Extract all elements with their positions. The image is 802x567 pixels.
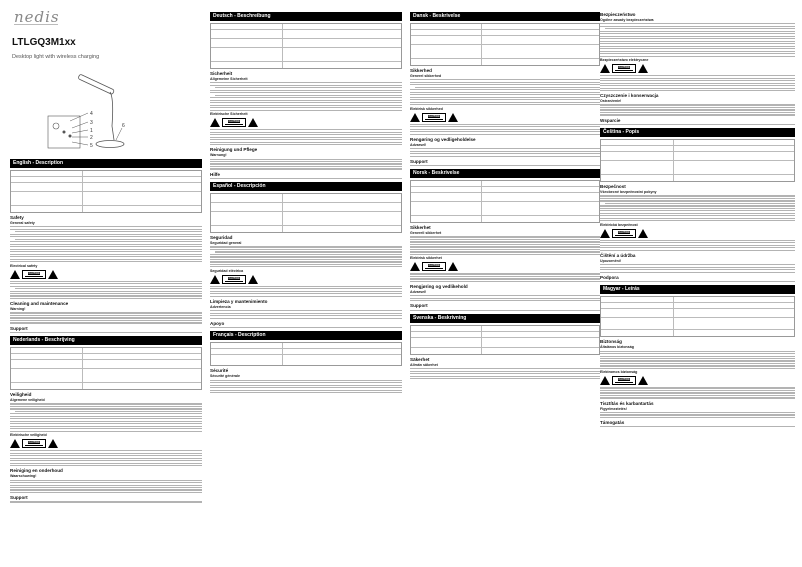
svg-text:5: 5: [90, 143, 93, 149]
description-table-no: [410, 180, 600, 223]
heading-warning-de: Warnung!: [210, 153, 227, 158]
column-1: nedis LTLGQ3M1xx Desktop light with wireless charging 4 3 1 2 5 6 English - Description Safety General safety Electrical safety CAUTION Cleaning and maintenance Warning! Support Nederlands - Beschrijving Veiligheid Algemene veiligheid Elektrische veiligheid CAUTION Reiniging en onderhoud Waarschuwing! Support: [10, 0, 202, 567]
heading-general-safety-da: Generel sikkerhed: [410, 74, 442, 78]
warning-triangle-icon: [210, 275, 220, 284]
warning-triangle-icon: [410, 262, 420, 271]
heading-support-no: Support: [410, 303, 428, 309]
heading-cleaning-cs: Čištění a údržba: [600, 252, 636, 258]
heading-safety-sv: Säkerhet: [410, 356, 430, 362]
warning-triangle-icon: [48, 439, 58, 448]
heading-cleaning-nl: Reiniging en onderhoud: [10, 468, 63, 474]
section-header-hu: Magyar - Leírás: [600, 285, 795, 294]
warning-triangle-icon: [638, 376, 648, 385]
heading-cleaning-no: Rengjøring og vedlikehold: [410, 283, 468, 289]
warning-triangle-icon: [210, 118, 220, 127]
heading-warning-es: Advertencia: [210, 304, 231, 309]
heading-electrical-safety-pl: Bezpieczeństwo elektryczne: [600, 58, 649, 63]
description-table-de: [210, 23, 402, 69]
section-header-de: Deutsch - Beschreibung: [210, 12, 402, 21]
heading-cleaning-da: Rengøring og vedligeholdelse: [410, 136, 476, 142]
svg-text:4: 4: [90, 111, 93, 117]
heading-safety-en: Safety: [10, 215, 24, 220]
heading-warning-da: Advarsel!: [410, 142, 427, 147]
warning-triangle-icon: [638, 229, 648, 238]
heading-support-pl: Wsparcie: [600, 117, 621, 123]
column-3: Dansk - Beskrivelse Sikkerhed Generel sikkerhed Elektrisk sikkerhed CAUTION Rengøring og vedligeholdelse Advarsel! Support Norsk - Beskrivelse Sikkerhet Generell sikkerhet Elektrisk sikkerhet CAUTION Rengjøring og vedlikehold Advarsel! Support Svenska - Beskrivning Säkerhet Allmän säkerhet: [410, 0, 600, 567]
heading-warning-cs: Upozornění!: [600, 258, 621, 263]
desk-lamp-illustration-icon: [10, 66, 140, 156]
caution-warning: CAUTION: [10, 270, 202, 279]
model-number: LTLGQ3M1xx: [12, 37, 76, 48]
heading-general-safety-no: Generell sikkerhet: [410, 231, 442, 236]
warning-triangle-icon: [248, 118, 258, 127]
heading-cleaning-de: Reinigung und Pflege: [210, 147, 258, 153]
description-table-da: [410, 23, 600, 66]
heading-general-safety-es: Seguridad general: [210, 241, 242, 246]
heading-safety-es: Seguridad: [210, 235, 233, 241]
svg-text:2: 2: [90, 135, 93, 141]
section-header-no: Norsk - Beskrivelse: [410, 169, 600, 178]
heading-safety-de: Sicherheit: [210, 71, 233, 76]
brand-logo: nedis: [14, 8, 60, 26]
section-header-en: English - Description: [10, 159, 202, 168]
heading-electrical-safety-es: Seguridad eléctrica: [210, 268, 244, 273]
heading-support-cs: Podpora: [600, 274, 619, 280]
heading-general-safety-hu: Általános biztonság: [600, 345, 634, 350]
heading-safety-fr: Sécurité: [210, 368, 229, 374]
heading-general-safety-nl: Algemene veiligheid: [10, 398, 45, 403]
warning-triangle-icon: [248, 275, 258, 284]
product-subtitle: Desktop light with wireless charging: [12, 54, 100, 60]
section-header-fr: Français - Description: [210, 331, 402, 340]
section-header-da: Dansk - Beskrivelse: [410, 12, 600, 21]
warning-triangle-icon: [448, 113, 458, 122]
heading-general-safety-sv: Allmän säkerhet: [410, 362, 438, 367]
heading-safety-no: Sikkerhet: [410, 225, 431, 231]
heading-warning-nl: Waarschuwing!: [10, 474, 37, 479]
warning-triangle-icon: [48, 270, 58, 279]
heading-electrical-safety-de: Elektrische Sicherheit: [210, 112, 248, 117]
section-header-cs: Čeština - Popis: [600, 128, 795, 137]
heading-support-hu: Támogatás: [600, 420, 625, 425]
heading-electrical-safety-cs: Elektrická bezpečnost: [600, 222, 638, 227]
svg-text:6: 6: [122, 123, 125, 129]
heading-cleaning-es: Limpieza y mantenimiento: [210, 298, 268, 304]
heading-safety-cs: Bezpečnost: [600, 184, 626, 190]
warning-triangle-icon: [600, 229, 610, 238]
section-header-nl: Nederlands - Beschrijving: [10, 336, 202, 345]
heading-support-nl: Support: [10, 495, 28, 501]
warning-triangle-icon: [448, 262, 458, 271]
heading-electrical-safety-nl: Elektrische veiligheid: [10, 433, 47, 438]
warning-triangle-icon: [638, 64, 648, 73]
heading-general-safety-cs: Všeobecné bezpečnostní pokyny: [600, 190, 657, 195]
heading-electrical-safety-no: Elektrisk sikkerhet: [410, 256, 442, 261]
product-figure: [10, 66, 202, 156]
warning-triangle-icon: [600, 376, 610, 385]
heading-warning-hu: Figyelmeztetés!: [600, 406, 627, 411]
warning-triangle-icon: [600, 64, 610, 73]
heading-electrical-safety-da: Elektrisk sikkerhed: [410, 106, 443, 111]
heading-support-da: Support: [410, 158, 428, 164]
heading-general-safety-pl: Ogólne zasady bezpieczeństwa: [600, 18, 654, 22]
warning-triangle-icon: [410, 113, 420, 122]
heading-support-de: Hilfe: [210, 171, 220, 177]
description-table-nl: [10, 347, 202, 390]
heading-safety-pl: Bezpieczeństwo: [600, 12, 636, 17]
section-header-es: Español - Descripción: [210, 182, 402, 191]
description-table-es: [210, 193, 402, 233]
svg-text:3: 3: [90, 120, 93, 126]
section-header-sv: Svenska - Beskrivning: [410, 314, 600, 323]
heading-electrical-safety-en: Electrical safety: [10, 263, 38, 268]
heading-support-en: Support: [10, 325, 28, 331]
warning-triangle-icon: [10, 270, 20, 279]
heading-general-safety-en: General safety: [10, 221, 35, 225]
warning-triangle-icon: [10, 439, 20, 448]
svg-text:1: 1: [90, 128, 93, 134]
heading-general-safety-de: Allgemeine Sicherheit: [210, 77, 248, 81]
heading-cleaning-en: Cleaning and maintenance: [10, 301, 69, 307]
heading-warning-en: Warning!: [10, 307, 26, 312]
description-table-cs: [600, 139, 795, 182]
column-2: Deutsch - Beschreibung Sicherheit Allgemeine Sicherheit Elektrische Sicherheit CAUTION Reinigung und Pflege Warnung! Hilfe Español - Descripción Seguridad Seguridad general Seguridad eléctrica CAUTION Limpieza y mantenimiento Advertencia Apoyo Français - Description Sécurité Sécurité générale: [210, 0, 402, 567]
heading-general-safety-fr: Sécurité générale: [210, 374, 240, 379]
column-4: Bezpieczeństwo Ogólne zasady bezpieczeństwa Bezpieczeństwo elektryczne CAUTION Czyszczenie i konserwacja Ostrzeżenie! Wsparcie Čeština - Popis Bezpečnost Všeobecné bezpečnostní pokyny Elektrická bezpečnost CAUTION Čištění a údržba Upozornění! Podpora Magyar - Leírás Biztonság Általános biztonság Elektromos biztonság CAUTION Tisztítás és karbantartás Figyelmeztetés! Támogatás: [600, 0, 795, 567]
heading-cleaning-hu: Tisztítás és karbantartás: [600, 400, 654, 406]
heading-cleaning-pl: Czyszczenie i konserwacja: [600, 93, 659, 99]
heading-warning-no: Advarsel!: [410, 289, 427, 294]
heading-electrical-safety-hu: Elektromos biztonság: [600, 370, 638, 375]
heading-safety-da: Sikkerhed: [410, 68, 432, 73]
heading-warning-pl: Ostrzeżenie!: [600, 99, 622, 104]
description-table-en: [10, 170, 202, 213]
heading-safety-nl: Veiligheid: [10, 392, 32, 398]
heading-support-es: Apoyo: [210, 320, 225, 326]
heading-safety-hu: Biztonság: [600, 339, 622, 345]
